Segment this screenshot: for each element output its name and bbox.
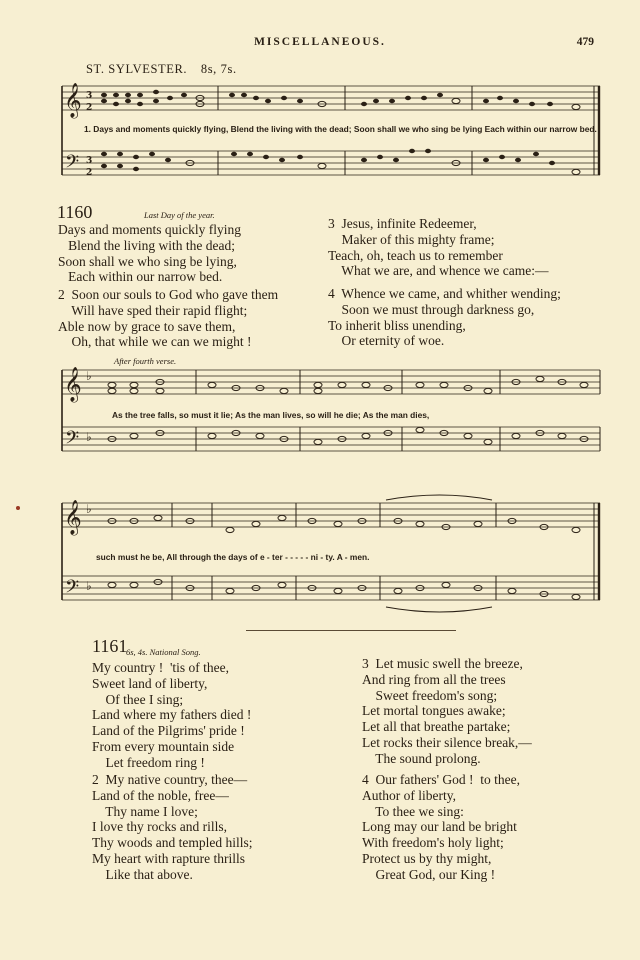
svg-text:2: 2	[86, 168, 93, 178]
ties-3	[386, 495, 492, 612]
hymn-1161-verse-1: My country ! 'tis of thee, Sweet land of liberty, Of thee I sing; Land where my fathers died ! Land of the Pilgrims' pride ! From every mountain side Let freedom ring !	[92, 660, 252, 770]
treble-staff-3	[62, 503, 600, 527]
hymn-1161-verse-4: 4 Our fathers' God ! to thee, Author of liberty, To thee we sing: Long may our land be bright With freedom's holy light; Protect us by thy might, Great God, our King !	[362, 772, 521, 882]
hymn-1160-verse-1: Days and moments quickly flying Blend the living with the dead; Soon shall we who sing be lying, Each within our narrow bed.	[58, 222, 241, 285]
svg-text:3: 3	[86, 91, 93, 101]
flat-icon: ♭	[86, 369, 92, 383]
svg-text:2: 2	[86, 103, 93, 113]
tune-meter: 8s, 7s.	[200, 62, 237, 76]
svg-text:3: 3	[86, 156, 93, 166]
hymn-1161-heading	[126, 647, 201, 657]
page-number: 479	[576, 36, 594, 48]
tune-name: ST. SYLVESTER.	[86, 62, 188, 76]
flat-icon: ♭	[86, 502, 92, 516]
hymn-1161-verse-3: 3 Let music swell the breeze, And ring from all the trees Sweet freedom's song; Let mortal tongues awake; Let all that breathe partake; Let rocks their silence break,— The sound prolong.	[362, 656, 532, 766]
hymn-1161-number: 1161	[92, 636, 128, 656]
hymn-1160-verse-4: 4 Whence we came, and whither wending; Soon we must through darkness go, To inherit bliss unending, Or eternity of woe.	[328, 286, 561, 349]
hymn-1161-verse-2: 2 My native country, thee— Land of the noble, free— Thy name I love; I love thy rocks and rills, Thy woods and templed hills; My heart with rapture thrills Like that above.	[92, 772, 253, 882]
section-divider	[246, 630, 456, 631]
hymn-1160-verse-2: 2 Soon our souls to God who gave them Will have sped their rapid flight; Able now by grace to save them, Oh, that while we can we might !	[58, 287, 279, 350]
margin-mark	[16, 506, 20, 510]
bass-staff-3	[62, 576, 600, 600]
bass-clef-icon: 𝄢	[65, 577, 80, 602]
music-3-lyric-line: such must he be, All through the days of e - ter - - - - - ni - ty. A - men.	[96, 552, 370, 562]
after-fourth-verse-direction: After fourth verse.	[114, 356, 177, 366]
treble-clef-icon: 𝄞	[64, 83, 82, 118]
flat-icon: ♭	[86, 579, 92, 593]
hymn-1161-tagline: National Song.	[149, 647, 201, 657]
music-1-lyric-line: 1. Days and moments quickly flying, Blend the living with the dead; Soon shall we who sing be lying Each within our narrow bed.	[84, 124, 597, 134]
hymn-1160-tagline: Last Day of the year.	[144, 210, 215, 220]
treble-clef-icon: 𝄞	[64, 500, 82, 535]
hymn-1160-verse-3: 3 Jesus, infinite Redeemer, Maker of this mighty frame; Teach, oh, teach us to remember What we are, and whence we came:—	[328, 216, 549, 279]
hymn-1161-meter: 6s, 4s.	[126, 647, 148, 657]
running-header: MISCELLANEOUS.	[254, 36, 386, 48]
hymn-1160-number: 1160	[57, 202, 93, 222]
bass-clef-icon: 𝄢	[65, 428, 80, 453]
music-2-lyric-line: As the tree falls, so must it lie; As the man lives, so will he die; As the man dies,	[112, 410, 430, 420]
treble-clef-icon: 𝄞	[64, 367, 82, 402]
flat-icon: ♭	[86, 430, 92, 444]
bass-clef-icon: 𝄢	[65, 152, 80, 177]
clefs-3	[64, 500, 92, 602]
